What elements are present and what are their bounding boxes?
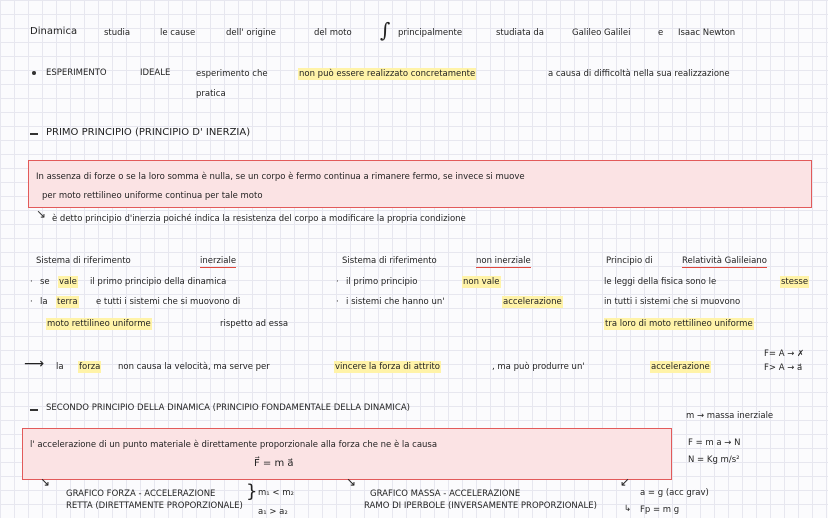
col3-l3: tra loro di moto rettilineo uniforme [605, 319, 753, 329]
forza-d: vincere la forza di attrito [335, 362, 440, 372]
box1-line1: In assenza di forze o se la loro somma è nulla, se un corpo è fermo continua a rimanere fermo, se invece si muove [36, 172, 525, 182]
arrow-down-right-icon: ↘ [346, 475, 357, 489]
bullet-dot: · [30, 277, 33, 287]
col1-b1-c: il primo principio della dinamica [90, 277, 227, 287]
word-principalmente: principalmente [398, 28, 463, 38]
col2-b2-b: accelerazione [503, 297, 562, 307]
col1-b1-a: se [40, 277, 50, 287]
arrow-down-right-icon: ↘ [36, 207, 47, 221]
ideale-label: IDEALE [140, 68, 171, 78]
units-line-2: N = Kg m/s² [688, 455, 740, 465]
col2-b1-a: il primo principio [346, 277, 418, 287]
col2-title-a: Sistema di riferimento [342, 256, 437, 266]
bullet-dot: · [30, 297, 33, 307]
esperimento-text-highlight: non può essere realizzato concretamente [299, 69, 476, 79]
col1-b1-b: vale [59, 277, 77, 287]
graf1-acc: a₁ > a₂ [258, 507, 288, 517]
col3-l2: in tutti i sistemi che si muovono [604, 297, 741, 307]
col2-b1-b: non vale [463, 277, 500, 287]
col1-b2-c: e tutti i sistemi che si muovono di [96, 297, 241, 307]
col3-l1-b: stesse [781, 277, 809, 287]
col1-title-b: inerziale [200, 256, 237, 266]
graf1-mass: m₁ < m₂ [258, 488, 294, 498]
word-studiata-da: studiata da [496, 28, 544, 38]
forza-f: accelerazione [651, 362, 710, 372]
box1-line2: per moto rettilineo uniforme continua per tale moto [42, 191, 263, 201]
dash-marker [30, 409, 38, 411]
esperimento-label: ESPERIMENTO [46, 68, 107, 78]
graf2-line2: RAMO DI IPERBOLE (INVERSAMENTE PROPORZIONALE) [364, 501, 597, 511]
col3-title-b: Relatività Galileiano [682, 256, 767, 266]
col2-b2-a: i sistemi che hanno un' [346, 297, 445, 307]
esperimento-text-3: pratica [196, 89, 226, 99]
col1-b2-a: la [40, 297, 48, 307]
arrow-right-icon: ⟶ [24, 356, 45, 372]
primo-principio-title: PRIMO PRINCIPIO (PRINCIPIO D' INERZIA) [46, 127, 251, 138]
bullet-dot: · [336, 297, 339, 307]
forza-side-2: F> A → a⃗ [764, 363, 803, 373]
forza-b: forza [79, 362, 101, 372]
forza-e: , ma può produrre un' [492, 362, 585, 372]
mass-note: m → massa inerziale [686, 411, 774, 421]
brace-icon: } [246, 481, 258, 502]
word-del-moto: del moto [314, 28, 352, 38]
word-studia: studia [104, 28, 131, 38]
word-newton: Isaac Newton [678, 28, 736, 38]
definition-box-2 [22, 428, 672, 480]
arrow-down-left-icon: ↙ [620, 475, 631, 489]
word-e: e [658, 28, 664, 38]
word-le-cause: le cause [160, 28, 196, 38]
col3-title-a: Principio di [606, 256, 653, 266]
word-dinamica: Dinamica [30, 26, 78, 37]
esperimento-text-1: esperimento che [196, 69, 268, 79]
forza-side-1: F= A → ✗ [764, 349, 805, 359]
col1-title-a: Sistema di riferimento [36, 256, 131, 266]
arrow-corner-icon: ↳ [624, 504, 632, 514]
col1-b3-b: rispetto ad essa [220, 319, 289, 329]
inerzia-explanation: è detto principio d'inerzia poiché indica la resistenza del corpo a modificare la propria condizione [52, 214, 466, 224]
col1-b2-b: terra [57, 297, 78, 307]
brace-icon: ∫ [380, 18, 391, 42]
forza-a: la [56, 362, 64, 372]
col2-title-b: non inerziale [476, 256, 531, 266]
bullet-dot: · [336, 277, 339, 287]
dash-marker [30, 133, 38, 135]
esperimento-text-2: a causa di difficoltà nella sua realizzazione [548, 69, 730, 79]
box2-line1: l' accelerazione di un punto materiale è direttamente proporzionale alla forza che ne è la causa [30, 440, 438, 450]
box2-formula: F⃗ = m a⃗ [254, 458, 294, 469]
arrow-down-right-icon: ↘ [40, 475, 51, 489]
bullet-dot [32, 71, 36, 75]
word-galileo: Galileo Galilei [572, 28, 631, 38]
graf1-line2: RETTA (DIRETTAMENTE PROPORZIONALE) [66, 501, 243, 511]
graf3-line2: Fp = m g [640, 505, 680, 515]
col1-b3-a: moto rettilineo uniforme [47, 319, 151, 329]
forza-c: non causa la velocità, ma serve per [118, 362, 270, 372]
graf1-line1: GRAFICO FORZA - ACCELERAZIONE [66, 489, 216, 499]
graf2-line1: GRAFICO MASSA - ACCELERAZIONE [370, 489, 521, 499]
secondo-principio-title: SECONDO PRINCIPIO DELLA DINAMICA (PRINCIPIO FONDAMENTALE DELLA DINAMICA) [46, 403, 410, 413]
graf3-line1: a = g (acc grav) [640, 488, 709, 498]
col3-l1-a: le leggi della fisica sono le [604, 277, 717, 287]
word-origine: dell' origine [226, 28, 276, 38]
units-line-1: F = m a → N [688, 438, 741, 448]
